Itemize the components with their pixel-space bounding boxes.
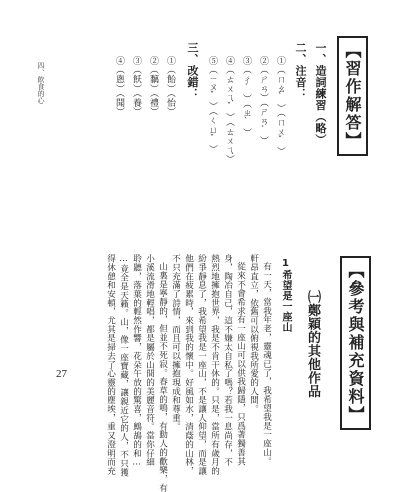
correction-item: ④（悤）（聞）: [114, 56, 124, 117]
body-column: 聆聽，落葉的輕然作響，花朵午放的驚喜，鷓鴣的和…: [131, 254, 142, 468]
body-column: 不只充滿了詩情，而且可以擁抱現成和尊重。: [170, 254, 181, 431]
supplement-title: 【參考與補充資料】: [340, 256, 371, 430]
correction-item: ③（飫）（養）: [131, 56, 141, 117]
zhuyin-item: ④（ㄊㄨㄟˇ）（ㄊㄨㄟ）: [224, 56, 234, 165]
zhuyin-item: ③（ㄔˊ）（ㄓˋ）: [241, 56, 251, 138]
body-column: 小溪流滑地輕唱，都是屬於山間的美麗音符。當你仔細: [144, 254, 155, 467]
chapter-side-note: 四、飲食的心: [37, 62, 45, 104]
page-number: 27: [56, 368, 67, 380]
body-column: 身，陶冶自己，這不嫌太自私了嗎？若我一息尚存，不: [222, 254, 233, 467]
answers-section-2: 二、注音：: [294, 42, 307, 100]
body-column: …竟全是天籟。山，像一座寶藏，讓親近它的人，不只獲: [118, 254, 129, 477]
zhuyin-item: ⑤（ㄧㄡˇ）（ㄑㄩˇ）: [207, 56, 217, 154]
supplement-subtitle: ㈠鄭穎的其他作品: [305, 290, 320, 398]
piece-title: 1希望是一座山: [280, 258, 291, 333]
body-column: 山裏是寧靜的，但並不死寂。春草的鳴，有動人的歡樂，有: [157, 262, 168, 492]
answers-section-3: 三、改錯：: [186, 42, 199, 100]
body-column: 有一天，當我年老，靈魂已了，我希望我是一座山。: [261, 262, 272, 466]
answers-title: 【習作解答】: [337, 36, 368, 156]
zhuyin-item: ②（ㄕㄢ）（ㄕㄢˋ）: [258, 56, 268, 146]
correction-item: ②（黐）（禮）: [148, 56, 158, 117]
correction-item: ①（飴）（怡）: [165, 56, 175, 117]
body-column: 得休憩和安頓，尤其是掃去了心靈的塵埃，重又澄明而充: [105, 254, 116, 476]
body-column: 紛爭靜息了，我希望我是一座山，不是讓人仰望，而是讓: [196, 254, 207, 476]
zhuyin-item: ①（ㄇㄠˋ）（ㄇㄨˇ）: [275, 56, 285, 156]
body-column: 軒昂直立，依舊可以俯視我所愛的人間。: [248, 254, 259, 414]
answers-section-1: 一、造詞練習（略）: [314, 42, 327, 146]
body-column: 他們在疲累時，來到我的懷中。好風如水，清蔭的山林，: [183, 254, 194, 476]
body-column: 熱烈地擁抱世界，我是不肯干休的。只是，當所有歲月的: [209, 254, 220, 476]
body-column: 從來不會希求有一座山可以供我歸隱，只爲著獨善其: [235, 262, 246, 466]
